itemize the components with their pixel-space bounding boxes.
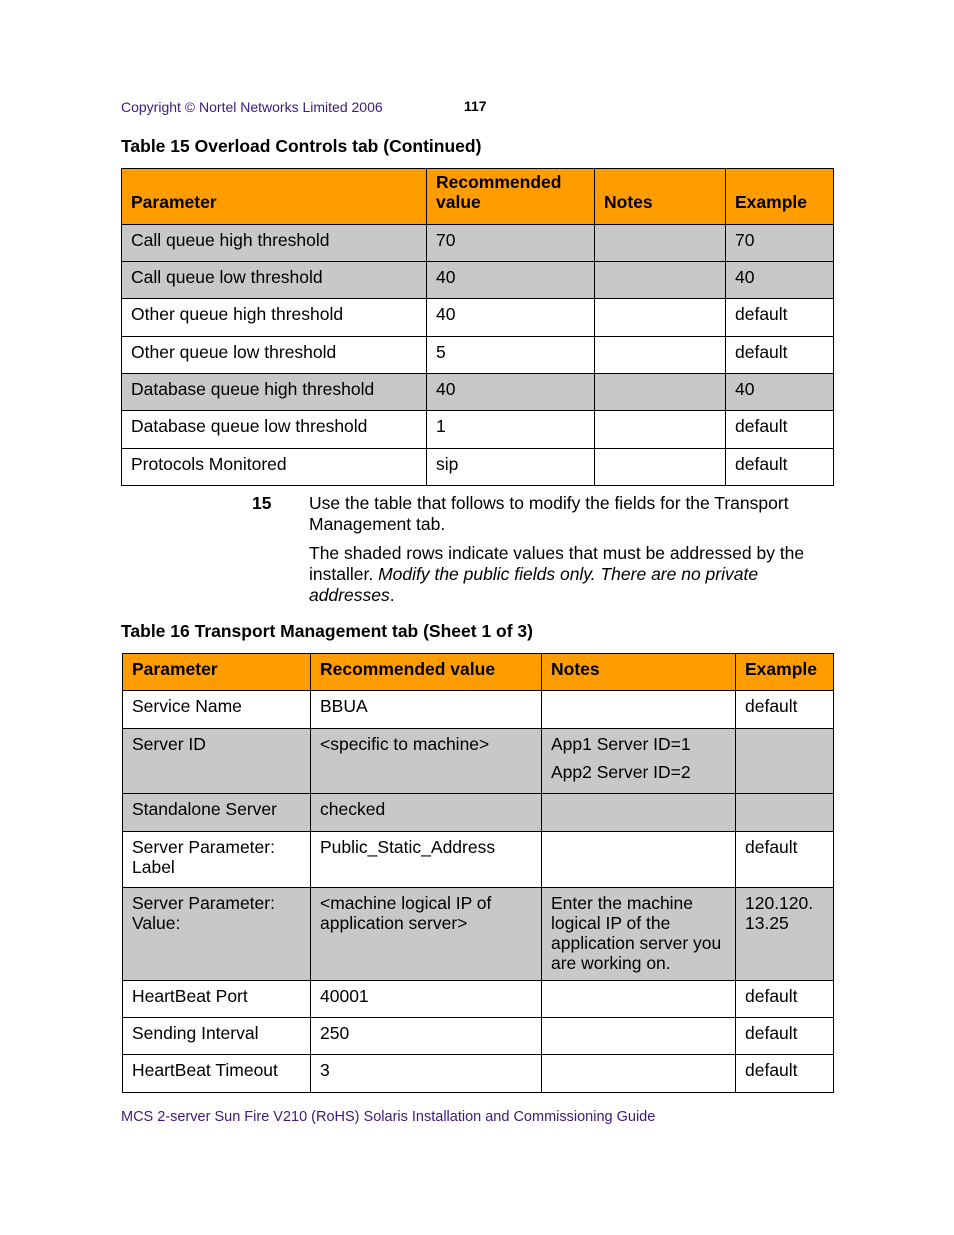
cell-example: default (736, 1055, 834, 1093)
table16-col-recommended: Recommended value (311, 654, 542, 691)
cell-notes (542, 832, 736, 888)
cell-notes (542, 1018, 736, 1055)
cell-parameter: Other queue low threshold (122, 337, 427, 374)
table-row (122, 299, 834, 337)
cell-recommended-value: <specific to machine> (311, 729, 542, 794)
page-number: 117 (464, 98, 487, 114)
note-line: App2 Server ID=2 (551, 762, 691, 782)
cell-example: default (736, 981, 834, 1018)
footer-title: MCS 2-server Sun Fire V210 (RoHS) Solaris Installation and Commissioning Guide (121, 1109, 656, 1125)
table-row (123, 691, 834, 729)
cell-parameter: Call queue high threshold (122, 225, 427, 262)
table-row (123, 832, 834, 888)
cell-parameter: Database queue low threshold (122, 411, 427, 449)
cell-parameter: Call queue low threshold (122, 262, 427, 299)
cell-example: default (726, 449, 834, 486)
table-row (122, 374, 834, 411)
cell-notes (595, 225, 726, 262)
cell-recommended-value: 1 (427, 411, 595, 449)
transport-management-table (122, 653, 834, 1093)
cell-recommended-value: Public_Static_Address (311, 832, 542, 888)
cell-recommended-value: 250 (311, 1018, 542, 1055)
cell-parameter: HeartBeat Timeout (123, 1055, 311, 1093)
cell-example (736, 729, 834, 794)
table-row (122, 337, 834, 374)
table-row (123, 1018, 834, 1055)
cell-example: default (726, 299, 834, 337)
table16-col-parameter: Parameter (123, 654, 311, 691)
note-line: Enter the machine logical IP of the application server you are working on. (551, 893, 722, 973)
cell-parameter: Service Name (123, 691, 311, 729)
shaded-note-plain: The shaded rows indicate values that must be addressed by the installer. (309, 543, 805, 584)
table15-col-recommended: Recommended value (427, 169, 595, 225)
table-row (123, 1055, 834, 1093)
cell-example: default (736, 691, 834, 729)
cell-example (736, 794, 834, 832)
table-row (123, 888, 834, 981)
cell-notes (595, 374, 726, 411)
cell-example: 120.120. 13.25 (736, 888, 834, 981)
table15-col-notes: Notes (595, 169, 726, 225)
table16-col-example: Example (736, 654, 834, 691)
cell-example: 40 (726, 262, 834, 299)
cell-parameter: Sending Interval (123, 1018, 311, 1055)
cell-notes (542, 1055, 736, 1093)
cell-recommended-value: 40 (427, 299, 595, 337)
cell-parameter: Server Parameter: Value: (123, 888, 311, 981)
cell-example: default (736, 1018, 834, 1055)
table15-caption: Table 15 Overload Controls tab (Continued) (121, 136, 482, 156)
cell-recommended-value: <machine logical IP of application server> (311, 888, 542, 981)
cell-recommended-value: 5 (427, 337, 595, 374)
cell-parameter: Server Parameter: Label (123, 832, 311, 888)
note-line: App1 Server ID=1 (551, 734, 691, 754)
table16-header-row (123, 654, 834, 691)
cell-recommended-value: 3 (311, 1055, 542, 1093)
table16-caption: Table 16 Transport Management tab (Sheet 1 of 3) (121, 621, 533, 641)
shaded-note-end: . (389, 585, 395, 605)
table15-col-parameter: Parameter (122, 169, 427, 225)
cell-notes (542, 729, 736, 794)
cell-notes (595, 411, 726, 449)
cell-parameter: Other queue high threshold (122, 299, 427, 337)
table-row (122, 411, 834, 449)
cell-parameter: HeartBeat Port (123, 981, 311, 1018)
table16-col-notes: Notes (542, 654, 736, 691)
table-row (123, 729, 834, 794)
cell-notes (595, 449, 726, 486)
cell-notes (595, 337, 726, 374)
cell-parameter: Server ID (123, 729, 311, 794)
cell-recommended-value: 40001 (311, 981, 542, 1018)
table15-body (122, 225, 834, 486)
table15-col-example: Example (726, 169, 834, 225)
table-row (122, 449, 834, 486)
cell-recommended-value: sip (427, 449, 595, 486)
cell-example: 40 (726, 374, 834, 411)
cell-recommended-value: 70 (427, 225, 595, 262)
header-copyright: Copyright © Nortel Networks Limited 2006 (121, 99, 383, 115)
cell-recommended-value: 40 (427, 262, 595, 299)
shaded-note-italic: Modify the public fields only. There are no private addresses (309, 564, 759, 605)
table15-header-row (122, 169, 834, 225)
cell-notes (595, 262, 726, 299)
cell-notes (542, 691, 736, 729)
cell-example: default (736, 832, 834, 888)
cell-parameter: Standalone Server (123, 794, 311, 832)
overload-controls-table (121, 168, 834, 486)
cell-recommended-value: 40 (427, 374, 595, 411)
table16-body (123, 691, 834, 1093)
cell-recommended-value: BBUA (311, 691, 542, 729)
cell-recommended-value: checked (311, 794, 542, 832)
cell-example: default (726, 337, 834, 374)
cell-notes (542, 981, 736, 1018)
cell-notes (595, 299, 726, 337)
cell-notes (542, 888, 736, 981)
table-row (123, 794, 834, 832)
table-row (123, 981, 834, 1018)
cell-parameter: Database queue high threshold (122, 374, 427, 411)
step-instruction: Use the table that follows to modify the fields for the Transport Management tab. (309, 493, 789, 534)
table-row (122, 225, 834, 262)
cell-notes (542, 794, 736, 832)
cell-parameter: Protocols Monitored (122, 449, 427, 486)
cell-example: 70 (726, 225, 834, 262)
step-number: 15 (252, 493, 272, 513)
table-row (122, 262, 834, 299)
cell-example: default (726, 411, 834, 449)
shaded-rows-note (309, 543, 839, 606)
